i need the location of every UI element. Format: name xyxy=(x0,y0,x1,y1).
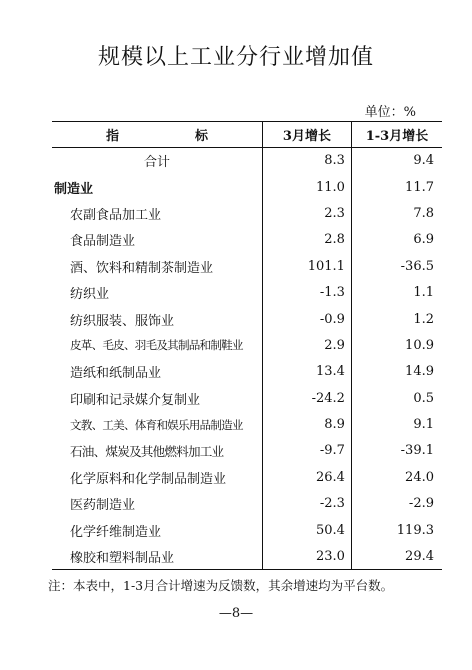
row-label: 合计 xyxy=(143,155,170,171)
row-q1-value: 0.5 xyxy=(351,385,442,411)
table-row xyxy=(52,411,442,437)
row-label: 化学纤维制造业 xyxy=(70,524,162,540)
table-row xyxy=(52,200,442,226)
row-label: 橡胶和塑料制品业 xyxy=(52,543,262,569)
row-march-value: -1.3 xyxy=(262,279,351,305)
row-march-value: 8.9 xyxy=(262,411,351,437)
industry-table xyxy=(52,121,442,570)
row-q1-value: 9.4 xyxy=(351,148,442,174)
header-indicator xyxy=(52,122,262,148)
row-q1-value: -2.9 xyxy=(351,491,442,517)
table-row xyxy=(52,332,442,358)
row-q1-value: 7.8 xyxy=(351,200,442,226)
table-row xyxy=(52,385,442,411)
row-march-value: 2.8 xyxy=(262,227,351,253)
row-label: 文教、工美、体育和娱乐用品制造业 xyxy=(70,417,243,432)
table-row xyxy=(52,438,442,464)
row-q1-value: 11.7 xyxy=(351,174,442,200)
row-q1-value: 10.9 xyxy=(351,332,442,358)
row-march-value: -0.9 xyxy=(262,306,351,332)
row-march-value: 23.0 xyxy=(262,543,351,569)
table-row-total xyxy=(52,148,442,174)
row-q1-value: 24.0 xyxy=(351,464,442,490)
header-march: 3月增长 xyxy=(262,122,351,148)
row-q1-value: 1.1 xyxy=(351,279,442,305)
table-row xyxy=(52,279,442,305)
row-label: 酒、饮料和精制茶制造业 xyxy=(70,260,214,276)
row-label: 纺织业 xyxy=(70,287,110,303)
row-label: 制造业 xyxy=(54,181,94,197)
page-number: —8— xyxy=(218,606,254,621)
table-row xyxy=(52,306,442,332)
table-row xyxy=(52,359,442,385)
row-q1-value: -36.5 xyxy=(351,253,442,279)
row-label: 化学原料和化学制品制造业 xyxy=(70,471,227,487)
row-march-value: 13.4 xyxy=(262,359,351,385)
row-q1-value: -39.1 xyxy=(351,438,442,464)
row-q1-value: 14.9 xyxy=(351,359,442,385)
row-label: 印刷和记录媒介复制业 xyxy=(70,392,201,408)
table-row xyxy=(52,491,442,517)
table-header-row xyxy=(52,122,442,148)
row-q1-value: 119.3 xyxy=(351,517,442,543)
row-march-value: -2.3 xyxy=(262,491,351,517)
table-row xyxy=(52,517,442,543)
row-label: 纺织服装、服饰业 xyxy=(70,313,175,329)
row-march-value: -24.2 xyxy=(262,385,351,411)
table-row xyxy=(52,253,442,279)
table-footnote: 注：本表中，1-3月合计增速为反馈数，其余增速均为平台数。 xyxy=(48,578,394,593)
row-march-value: 50.4 xyxy=(262,517,351,543)
table-row xyxy=(52,464,442,490)
page-title: 规模以上工业分行业增加值 xyxy=(97,45,374,70)
row-q1-value: 29.4 xyxy=(351,543,442,569)
header-q1: 1-3月增长 xyxy=(351,122,442,148)
row-label: 食品制造业 xyxy=(70,234,136,250)
row-label: 农副食品加工业 xyxy=(70,207,162,223)
row-q1-value: 6.9 xyxy=(351,227,442,253)
row-q1-value: 1.2 xyxy=(351,306,442,332)
row-label: 医药制造业 xyxy=(70,498,136,514)
unit-label: 单位：% xyxy=(364,105,416,120)
row-label: 石油、煤炭及其他燃料加工业 xyxy=(70,444,224,460)
table-row xyxy=(52,227,442,253)
header-indicator-char-1: 指 xyxy=(105,129,119,144)
row-march-value: 11.0 xyxy=(262,174,351,200)
row-q1-value: 9.1 xyxy=(351,411,442,437)
row-label: 造纸和纸制品业 xyxy=(70,366,162,382)
row-march-value: 2.3 xyxy=(262,200,351,226)
table-row xyxy=(52,543,442,569)
row-label: 皮革、毛皮、羽毛及其制品和制鞋业 xyxy=(70,338,243,353)
row-march-value: 26.4 xyxy=(262,464,351,490)
row-march-value: -9.7 xyxy=(262,438,351,464)
row-march-value: 2.9 xyxy=(262,332,351,358)
row-march-value: 101.1 xyxy=(262,253,351,279)
header-indicator-char-2: 标 xyxy=(194,129,208,144)
row-march-value: 8.3 xyxy=(262,148,351,174)
table-row-manufacturing xyxy=(52,174,442,200)
